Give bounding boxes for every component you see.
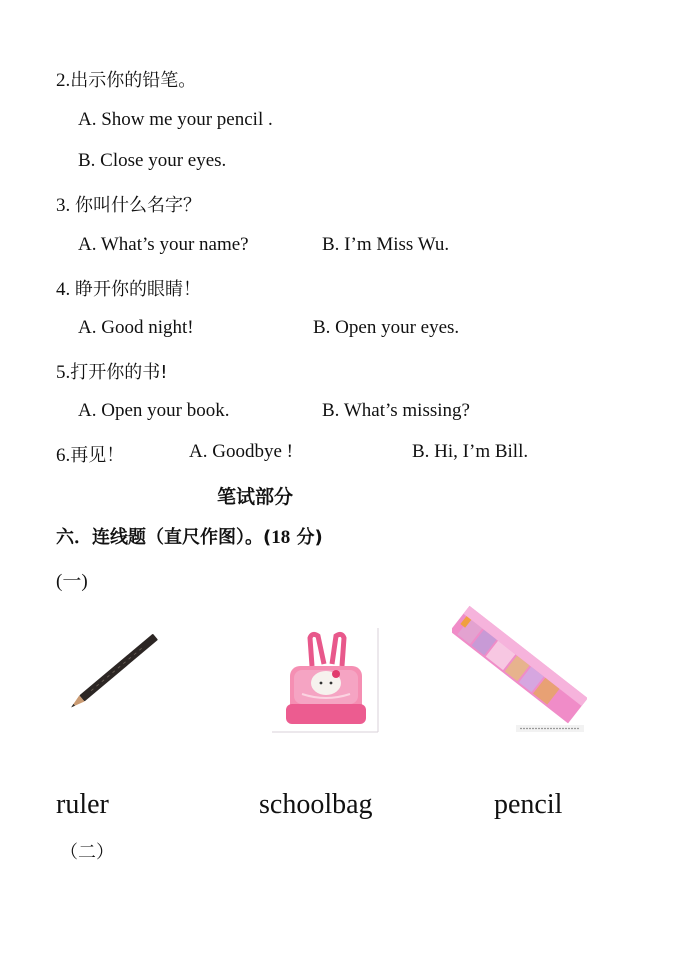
question-2 [56,66,196,92]
option-b: B. I’m Miss Wu. [322,234,450,255]
section-heading [56,523,323,549]
question-number: 3. [56,195,71,216]
heading-note: （直尺作图）。( [146,527,272,548]
option-a: A. Good night! [78,317,194,338]
question-prompt: 再见！ [70,445,125,466]
option-a: A. What’s your name? [78,234,249,255]
option-b: B. Hi, I’m Bill. [412,441,529,462]
part-one-label: (一) [56,571,88,592]
part-two-label: （二） [60,842,114,863]
question-6 [56,441,124,467]
option-b: B. What’s missing? [322,400,470,421]
question-prompt: 睁开你的眼睛！ [75,279,201,300]
option-b: B. Close your eyes. [78,150,227,171]
word-pencil: pencil [494,789,563,820]
pencil-icon [55,628,167,720]
option-a: A. Show me your pencil . [78,109,273,130]
heading-points: 18 [271,527,291,548]
question-prompt: 打开你的书! [70,362,168,383]
word-schoolbag: schoolbag [259,789,373,820]
question-number: 2. [56,70,71,91]
option-a: A. Goodbye ! [189,441,293,462]
question-number: 4. [56,279,71,300]
option-a: A. Open your book. [78,400,230,421]
question-5 [56,358,167,384]
question-number: 6. [56,445,71,466]
ruler-icon [452,604,587,734]
section-title: 笔试部分 [217,486,294,508]
option-b: B. Open your eyes. [313,317,460,338]
heading-prefix: 六．连线题 [56,527,146,548]
schoolbag-icon [272,628,380,733]
schoolbag-image [272,628,380,733]
question-prompt: 你叫什么名字？ [75,195,201,216]
question-number: 5. [56,362,71,383]
question-prompt: 出示你的铅笔。 [70,70,197,91]
heading-suffix: 分) [290,527,323,548]
word-ruler: ruler [56,789,109,820]
question-3 [56,191,201,217]
pencil-image [55,628,167,720]
ruler-image [452,604,587,734]
question-4 [56,275,201,301]
